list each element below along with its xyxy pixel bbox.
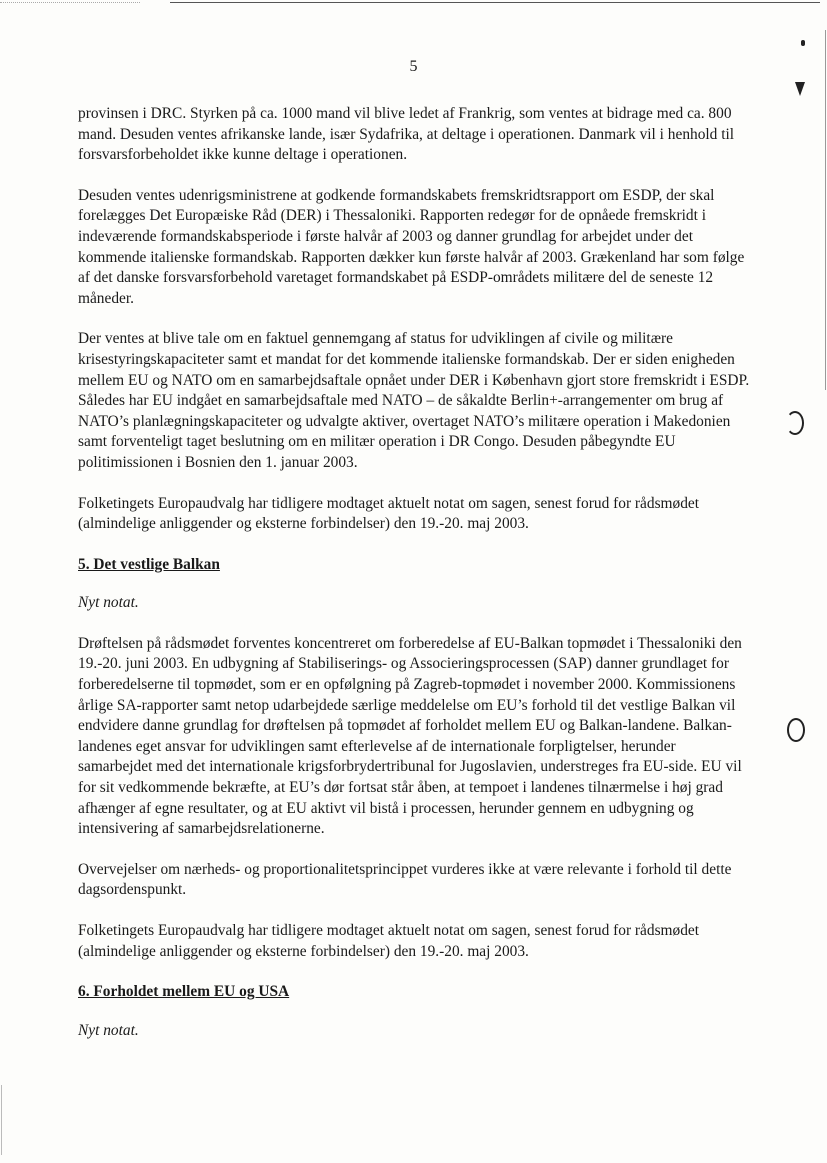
top-edge-dotted-line <box>0 2 140 3</box>
paragraph: Drøftelsen på rådsmødet forventes koncentreret om forberedelse af EU-Balkan topmødet i Thessaloniki den 19.-20. juni 2003. En udbygning af Stabiliserings- og Associeringsprocessen (SAP) danner grundlaget for forberedelserne til topmødet, som er en opfølgning på Zagreb-topmødet i november 2000. Kommissionens årlige SA-rapporter samt netop udarbejdede særlige meddelelse om EU’s forhold til det vestlige Balkan vil endvidere danne grundlag for drøftelsen på topmødet af forholdet mellem EU og Balkan-landene. Balkan-landenes eget ansvar for udviklingen samt efterlevelse af de internationale forpligtelser, herunder samarbejdet med det internationale krigsforbrydertribunal for Jugoslavien, understreges fra EU-side. EU vil for sit vedkommende bekræfte, at EU’s dør fortsat står åben, at tempoet i landenes tilnærmelse i høj grad afhænger af egne resultater, og at EU aktivt vil bistå i processen, herunder gennem en udbygning og intensivering af samarbejdsrelationerne. <box>78 634 742 838</box>
section-note: Nyt notat. <box>78 1021 139 1039</box>
left-edge-line <box>1 1085 2 1155</box>
paragraph: Overvejelser om nærheds- og proportionalitetsprincippet vurderes ikke at være relevante i forhold til dette dagsordenspunkt. <box>78 860 732 899</box>
paragraph: Der ventes at blive tale om en faktuel gennemgang af status for udviklingen af civile og militære krisestyringskapaciteter samt et mandat for det kommende italienske formandskab. Der er siden enigheden mellem EU og NATO om en samarbejdsaftale opnået under DER i København gjort store fremskridt i ESDP. Således har EU indgået en samarbejdsaftale med NATO – de såkaldte Berlin+-arrangementer om brug af NATO’s planlægningskapaciteter og udvalgte aktiver, overtaget NATO’s militære operation i Makedonien samt forventeligt taget beslutning om en militær operation i DR Congo. Desuden påbegyndte EU politimissionen i Bosnien den 1. januar 2003. <box>78 330 750 471</box>
section-heading-eu-usa: 6. Forholdet mellem EU og USA <box>78 983 290 1001</box>
punch-hole-upper <box>786 411 804 435</box>
section-note: Nyt notat. <box>78 594 139 612</box>
paragraph: Desuden ventes udenrigsministrene at godkende formandskabets fremskridtsrapport om ESDP, der skal forelægges Det Europæiske Råd (DER) i Thessaloniki. Rapporten redegør for de opnåede fremskridt i indeværende formandskabsperiode i første halvår af 2003 og danner grundlag for arbejdet under det kommende italienske formandskab. Rapporten dækker kun første halvår af 2003. Grækenland har som følge af det danske forsvarsforbehold varetaget formandskabet på ESDP-områdets militære del de seneste 12 måneder. <box>78 186 745 307</box>
document-body <box>78 104 750 1061</box>
right-edge-line <box>825 30 826 390</box>
section-heading-western-balkans: 5. Det vestlige Balkan <box>78 555 220 573</box>
paragraph: Folketingets Europaudvalg har tidligere modtaget aktuelt notat om sagen, senest forud for rådsmødet (almindelige anliggender og eksterne forbindelser) den 19.-20. maj 2003. <box>78 922 700 960</box>
scan-arrow-mark <box>795 82 805 96</box>
paragraph: provinsen i DRC. Styrken på ca. 1000 mand vil blive ledet af Frankrig, som ventes at bidrage med ca. 800 mand. Desuden ventes afrikanske lande, især Sydafrika, at deltage i operationen. Danmark vil i henhold til forsvarsforbeholdet ikke kunne deltage i operationen. <box>78 105 735 164</box>
top-edge-line <box>170 2 820 3</box>
page-number: 5 <box>409 58 418 75</box>
scan-dot-mark <box>801 40 805 46</box>
punch-hole-lower <box>787 718 805 742</box>
paragraph: Folketingets Europaudvalg har tidligere modtaget aktuelt notat om sagen, senest forud for rådsmødet (almindelige anliggender og eksterne forbindelser) den 19.-20. maj 2003. <box>78 494 700 533</box>
